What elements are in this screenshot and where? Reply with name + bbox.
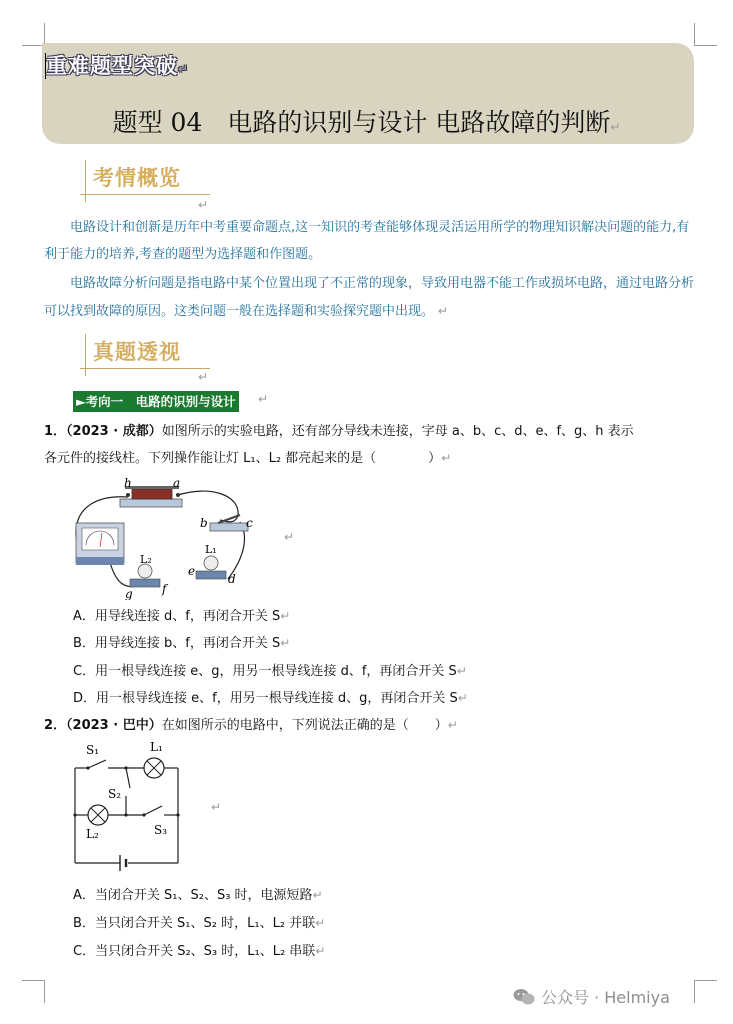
node-right (176, 813, 179, 816)
q2-stem-text: 在如图所示的电路中，下列说法正确的是（ ） (161, 718, 448, 733)
label-l2: L₂ (86, 827, 99, 841)
switch-base (210, 523, 248, 531)
return-mark: ↵ (198, 370, 209, 384)
lamp-l2-bulb (138, 564, 152, 578)
label-g: g (125, 587, 133, 600)
q2-option-c-text: C．当只闭合开关 S₂、S₃ 时，L₁、L₂ 串联 (73, 944, 316, 959)
q2-option-a (73, 884, 323, 903)
return-mark: ↵ (315, 916, 326, 930)
q1-option-b-text: B．用导线连接 b、f，再闭合开关 S (73, 636, 281, 651)
page-title (0, 103, 733, 139)
q1-option-d-text: D．用一根导线连接 e、f，用另一根导线连接 d、g，再闭合开关 S (73, 691, 458, 706)
label-a: a (173, 476, 181, 490)
label-f: f (162, 582, 167, 596)
return-mark: ↵ (178, 62, 190, 76)
q1-option-a (73, 605, 290, 624)
page-title-text: 题型 04 电路的识别与设计 电路故障的判断 (112, 108, 611, 137)
wire-a-to-switch (178, 491, 238, 522)
return-mark: ↵ (441, 451, 452, 465)
overview-paragraph-2 (44, 271, 696, 325)
return-mark: ↵ (258, 392, 269, 406)
q2-stem-line (44, 714, 458, 733)
wechat-icon (513, 988, 535, 1006)
label-d: d (228, 572, 236, 586)
return-mark: ↵ (284, 530, 295, 544)
heading-rule-vertical (85, 334, 86, 376)
label-h: h (124, 476, 132, 490)
lamp-l1-base (196, 571, 226, 579)
node-center (124, 813, 127, 816)
overview-paragraph-1-text: 电路设计和创新是历年中考重要命题点,这一知识的考查能够体现灵活运用所学的物理知识解决问题的能力,有利于能力的培养,考查的题型为选择题和作图题。 (44, 220, 690, 262)
wechat-watermark (513, 985, 670, 1008)
q2-option-b (73, 912, 325, 931)
lamp-l2-base (130, 579, 160, 587)
heading-rule-horizontal (80, 368, 210, 369)
q2-source: （2023 · 巴中） (66, 718, 162, 733)
return-mark: ↵ (315, 944, 326, 958)
rheostat-coil (132, 489, 172, 499)
q2-circuit-figure (70, 738, 190, 873)
rheostat-rod (125, 486, 179, 489)
return-mark: ↵ (198, 198, 209, 212)
label-s1: S₁ (86, 743, 100, 757)
overview-paragraph-2-text: 电路故障分析问题是指电路中某个位置出现了不正常的现象，导致用电器不能工作或损坏电路，通过电路分析可以找到故障的原因。这类问题一般在选择题和实验探究题中出现。 (44, 276, 695, 319)
return-mark: ↵ (456, 664, 467, 678)
q1-option-d (73, 687, 468, 706)
rheostat-base (120, 499, 182, 507)
return-mark: ↵ (280, 609, 291, 623)
q2-option-c (73, 940, 325, 959)
heading-rule-horizontal (80, 194, 210, 195)
label-c: c (246, 516, 253, 530)
node-left (73, 813, 76, 816)
q2-number: 2． (44, 718, 67, 733)
label-s3: S₃ (154, 823, 168, 837)
heading-rule-vertical (85, 160, 86, 202)
section-heading-exam-questions (80, 334, 210, 376)
q2-option-a-text: A．当闭合开关 S₁、S₂、S₃ 时，电源短路 (73, 888, 313, 903)
label-e: e (188, 564, 196, 578)
section-heading-overview (80, 160, 210, 202)
meter-foot (76, 557, 124, 565)
return-mark: ↵ (280, 636, 291, 650)
watermark-text: 公众号 · Helmiya (541, 988, 670, 1007)
corner-mark-bottom-right (694, 980, 717, 1003)
return-mark: ↵ (447, 718, 458, 732)
label-l1: L₁ (205, 543, 217, 556)
q1-number: 1． (44, 424, 67, 439)
direction-label: ►考向一 电路的识别与设计 (73, 391, 239, 412)
q1-stem-text-1: 如图所示的实验电路，还有部分导线未连接，字母 a、b、c、d、e、f、g、h 表示 (161, 424, 634, 439)
q1-source: （2023 · 成都） (66, 424, 162, 439)
q1-stem-line-2 (44, 447, 451, 466)
section-heading-text: 真题透视 (93, 340, 181, 364)
corner-mark-bottom-left (22, 980, 45, 1003)
label-s2: S₂ (108, 787, 122, 801)
section-heading-text: 考情概览 (93, 166, 181, 190)
s3-blade (144, 806, 162, 815)
q1-option-a-text: A．用导线连接 d、f，再闭合开关 S (73, 609, 281, 624)
q1-circuit-figure (70, 475, 300, 600)
label-b: b (200, 516, 208, 530)
header-tag (46, 50, 189, 80)
overview-paragraph-1 (44, 215, 696, 268)
s1-blade (88, 760, 106, 768)
terminal-h (126, 493, 130, 497)
q1-option-c-text: C．用一根导线连接 e、g，用另一根导线连接 d、f，再闭合开关 S (73, 664, 457, 679)
label-l1: L₁ (150, 740, 163, 754)
terminal-a (176, 493, 180, 497)
q2-option-b-text: B．当只闭合开关 S₁、S₂ 时，L₁、L₂ 并联 (73, 916, 316, 931)
q1-option-c (73, 660, 467, 679)
q1-option-b (73, 632, 290, 651)
q1-stem-line-1 (44, 420, 634, 439)
s2-blade (126, 768, 130, 788)
q1-stem-text-2: 各元件的接线柱。下列操作能让灯 L₁、L₂ 都亮起来的是（ ） (44, 451, 442, 466)
lamp-l1-bulb (204, 556, 218, 570)
corner-mark-top-right (694, 23, 717, 46)
return-mark: ↵ (312, 888, 323, 902)
return-mark: ↵ (434, 303, 448, 318)
return-mark: ↵ (610, 120, 621, 134)
header-tag-text: 重难题型突破 (46, 54, 178, 78)
label-l2: L₂ (140, 553, 152, 566)
return-mark: ↵ (457, 691, 468, 705)
return-mark: ↵ (211, 800, 222, 814)
